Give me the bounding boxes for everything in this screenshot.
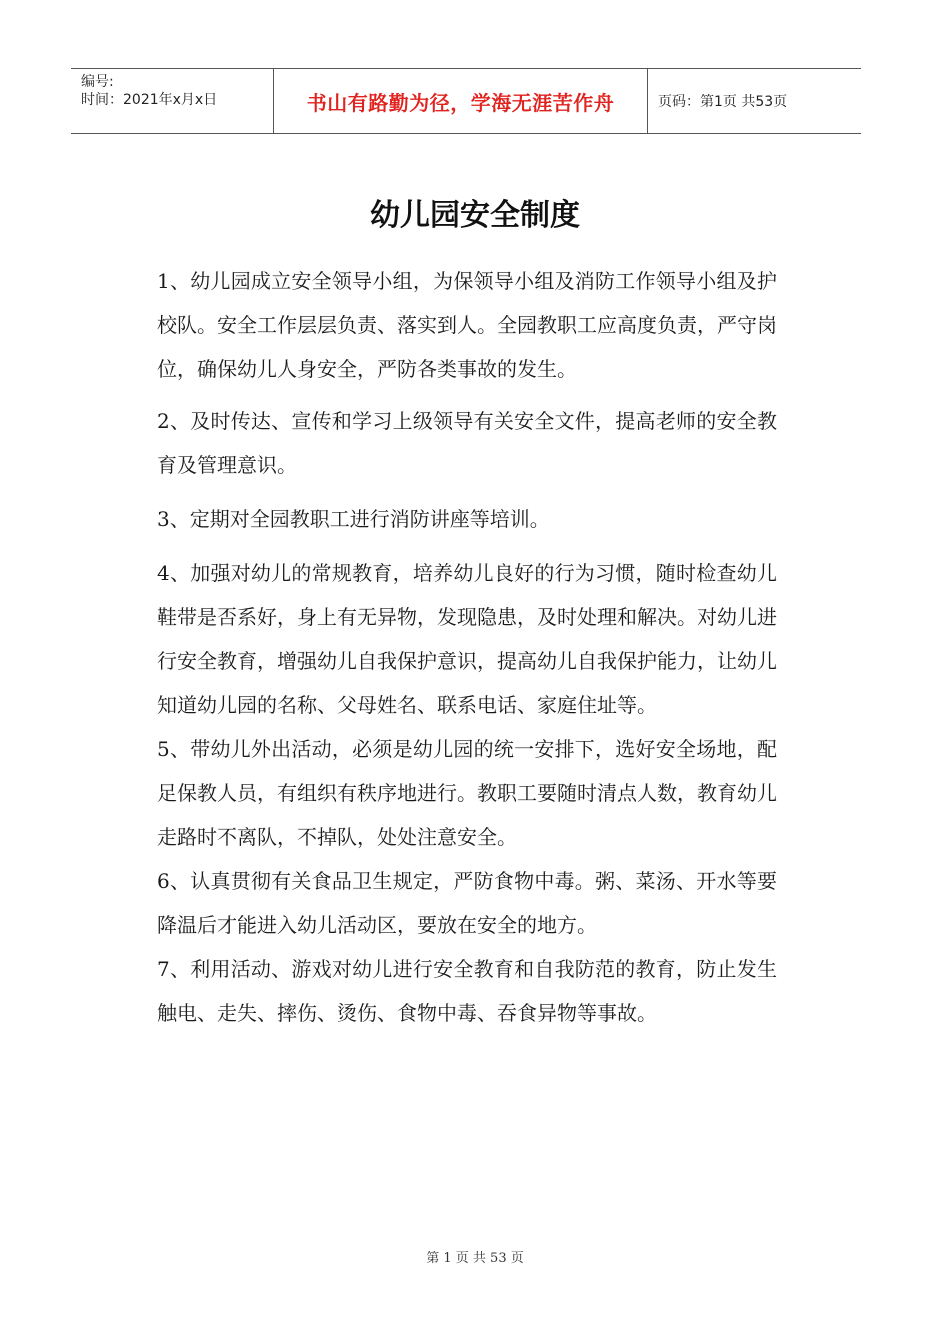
date-label: 时间：2021年x月x日: [81, 92, 218, 108]
document-header: [71, 68, 861, 134]
document-title: 幼儿园安全制度: [370, 198, 580, 233]
paragraph-3: 3、定期对全园教职工进行消防讲座等培训。: [157, 507, 550, 531]
paragraph-2: 2、及时传达、宣传和学习上级领导有关安全文件，提高老师的安全教育及管理意识。: [157, 409, 777, 477]
header-meta: [71, 69, 273, 133]
paragraph-4: 4、加强对幼儿的常规教育，培养幼儿良好的行为习惯，随时检查幼儿鞋带是否系好，身上有无异物，发现隐患，及时处理和解决。对幼儿进行安全教育，增强幼儿自我保护意识，提高幼儿自我保护能力，让幼儿知道幼儿园的名称、父母姓名、联系电话、家庭住址等。: [157, 561, 777, 717]
number-label: 编号:: [81, 74, 114, 90]
header-motto: 书山有路勤为径，学海无涯苦作舟: [273, 69, 648, 133]
page-footer: 第 1 页 共 53 页: [426, 1251, 524, 1266]
header-page-info: 页码：第1页 共53页: [658, 94, 788, 110]
paragraph-7: 7、利用活动、游戏对幼儿进行安全教育和自我防范的教育，防止发生触电、走失、摔伤、烫伤、食物中毒、吞食异物等事故。: [157, 957, 777, 1025]
paragraph-6: 6、认真贯彻有关食品卫生规定，严防食物中毒。粥、菜汤、开水等要降温后才能进入幼儿活动区，要放在安全的地方。: [157, 869, 777, 937]
paragraph-5: 5、带幼儿外出活动，必须是幼儿园的统一安排下，选好安全场地，配足保教人员，有组织有秩序地进行。教职工要随时清点人数，教育幼儿走路时不离队，不掉队，处处注意安全。: [157, 737, 777, 849]
paragraph-1: 1、幼儿园成立安全领导小组，为保领导小组及消防工作领导小组及护校队。安全工作层层负责、落实到人。全园教职工应高度负责，严守岗位，确保幼儿人身安全，严防各类事故的发生。: [157, 269, 777, 381]
document-body: [157, 259, 777, 1035]
